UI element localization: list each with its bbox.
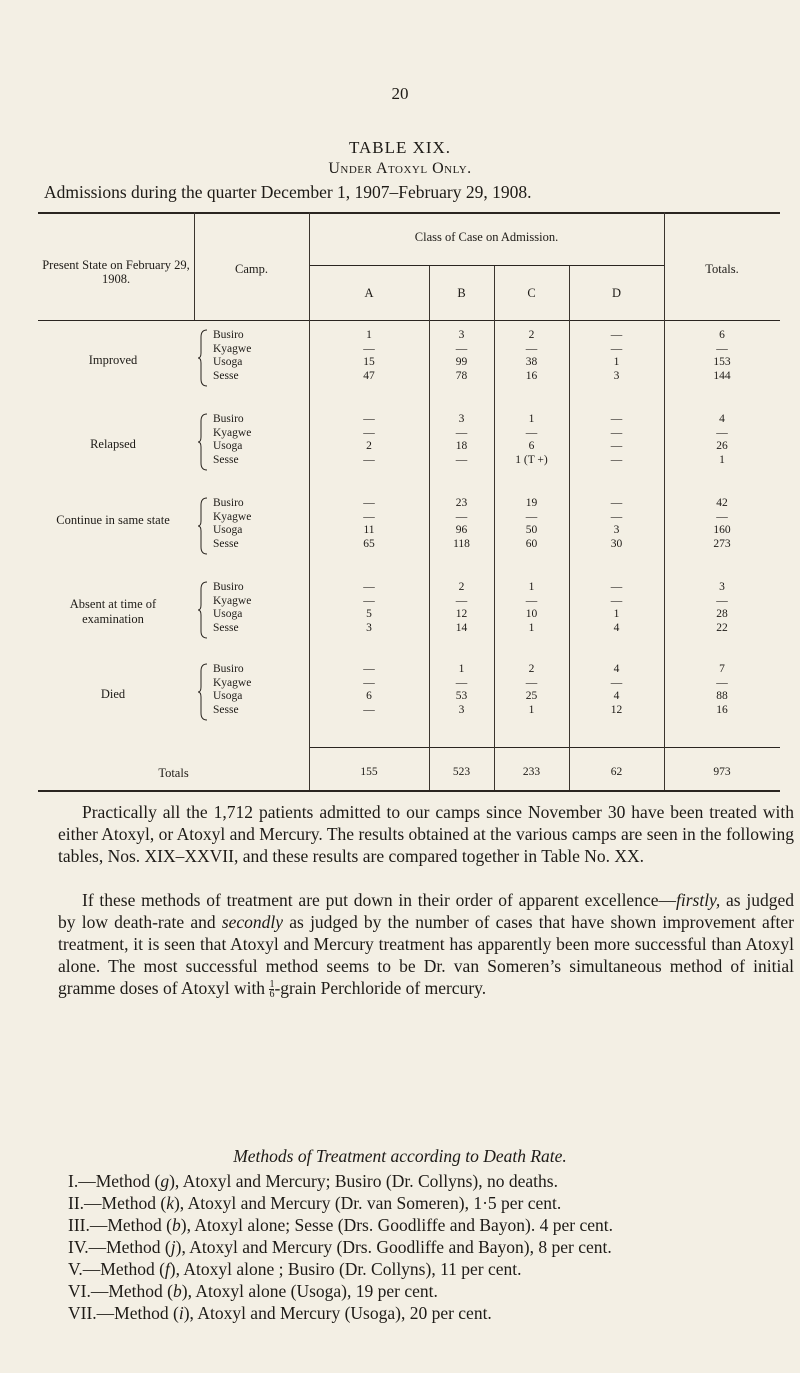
fraction-numerator: 1 (269, 979, 275, 991)
camp-name: Kyagwe (213, 510, 252, 523)
cell-d: 4 (613, 663, 620, 675)
cell-d: — (610, 342, 623, 355)
group-label: Relapsed (90, 436, 136, 451)
group-brace (198, 663, 208, 725)
cell-b: 118 (453, 537, 470, 550)
camp-name: Busiro (213, 329, 244, 341)
cell-b: — (455, 510, 468, 523)
cell-b: — (455, 594, 468, 607)
table-title: TABLE XIX. (348, 138, 452, 157)
cell-a: — (363, 497, 375, 509)
cell-total: 22 (716, 621, 728, 634)
cell-c: 2 (528, 329, 535, 341)
p2-part-1: If these methods of treatment are put down in their order of apparent excellence— (82, 890, 676, 910)
cell-total: 4 (719, 413, 725, 425)
method-item (58, 1258, 794, 1280)
cell-c: 10 (525, 608, 538, 620)
cell-a: 15 (363, 356, 375, 368)
cell-total: 26 (716, 440, 728, 452)
cell-b: 14 (455, 621, 468, 634)
header-camp: Camp. (235, 262, 268, 276)
method-post: ), Atoxyl and Mercury (Drs. Goodliffe and Bayon), 8 per cent. (175, 1237, 612, 1257)
totals-b: 523 (452, 766, 471, 778)
p2-part-2: as judged by low death-rate and (58, 890, 794, 932)
cell-d: 1 (613, 356, 620, 368)
cell-a: 47 (363, 369, 375, 382)
cell-total: 16 (716, 703, 728, 716)
p2-firstly: firstly, (675, 890, 721, 910)
camp-name: Sesse (213, 537, 239, 550)
method-pre: —Method ( (90, 1281, 173, 1301)
data-table (38, 212, 780, 792)
cell-b: 1 (458, 663, 465, 675)
method-letter: k (166, 1193, 174, 1213)
cell-d: — (610, 413, 623, 425)
cell-d: 4 (613, 690, 620, 702)
camp-name: Busiro (213, 581, 244, 593)
camp-name: Sesse (213, 369, 239, 382)
camp-name: Busiro (213, 497, 244, 509)
cell-b: 18 (455, 440, 468, 452)
camp-name: Sesse (213, 453, 239, 466)
method-item (58, 1170, 794, 1192)
fraction-denominator: 6 (269, 989, 275, 1001)
camp-name: Sesse (213, 621, 239, 634)
method-num: I. (68, 1171, 79, 1191)
camp-name: Usoga (213, 440, 243, 452)
cell-a: — (363, 453, 375, 466)
cell-c: — (525, 676, 538, 689)
class-subheader-rule (309, 265, 664, 266)
paragraph-1: Practically all the 1,712 patients admitted to our camps since November 30 have been treated with either Atoxyl, or Atoxyl and Mercury. The results obtained at the various camps are seen in the following tables, Nos. XIX–XXVII, and these results are compared together in Table No. XX. (58, 802, 794, 866)
cell-b: 53 (455, 690, 468, 702)
cell-a: 1 (366, 329, 372, 341)
header-class-b: B (457, 286, 466, 300)
cell-a: 3 (366, 621, 372, 634)
camp-name: Usoga (213, 356, 243, 368)
method-pre: —Method ( (88, 1237, 171, 1257)
table-subtitle: Under Atoxyl Only. (328, 160, 472, 177)
cell-total: 6 (719, 329, 725, 341)
cell-c: 6 (528, 440, 535, 452)
totals-row-label: Totals (158, 766, 189, 780)
cell-total: — (716, 426, 728, 439)
group-brace (198, 581, 208, 643)
cell-a: — (363, 676, 375, 689)
cell-c: 1 (528, 703, 535, 716)
method-post: ), Atoxyl and Mercury; Busiro (Dr. Collyns), no deaths. (169, 1171, 558, 1191)
method-pre: —Method ( (82, 1259, 165, 1279)
cell-b: 99 (455, 356, 468, 368)
table-top-rule (38, 212, 780, 214)
cell-a: 11 (363, 524, 375, 536)
cell-total: 28 (716, 608, 728, 620)
cell-d: — (610, 594, 623, 607)
header-class-d: D (611, 286, 622, 300)
cell-c: — (525, 426, 538, 439)
cell-c: 1 (528, 621, 535, 634)
cell-c: 60 (525, 537, 538, 550)
method-post: ), Atoxyl alone (Usoga), 19 per cent. (181, 1281, 438, 1301)
page-number: 20 (391, 84, 409, 103)
cell-total: 153 (713, 356, 731, 368)
cell-d: — (610, 440, 623, 452)
cell-c: — (525, 510, 538, 523)
cell-total: — (716, 342, 728, 355)
table-caption: Admissions during the quarter December 1, 1907–February 29, 1908. (44, 182, 532, 202)
camp-name: Kyagwe (213, 426, 252, 439)
method-post: ), Atoxyl alone; Sesse (Drs. Goodliffe and Bayon). 4 per cent. (180, 1215, 613, 1235)
method-num: IV. (68, 1237, 89, 1257)
cell-d: — (610, 426, 623, 439)
cell-c: 1 (T +) (515, 453, 548, 466)
camp-name: Kyagwe (213, 676, 252, 689)
method-item (58, 1280, 794, 1302)
camp-name: Kyagwe (213, 594, 252, 607)
totals-c: 233 (522, 766, 541, 778)
cell-a: 65 (363, 537, 375, 550)
cell-a: — (363, 510, 375, 523)
method-num: VI. (68, 1281, 91, 1301)
cell-b: 3 (458, 413, 465, 425)
cell-total: 42 (716, 497, 728, 509)
camp-name: Usoga (213, 608, 243, 620)
method-post: ), Atoxyl and Mercury (Usoga), 20 per cent. (183, 1303, 492, 1323)
header-class-a: A (364, 286, 374, 300)
cell-a: 5 (366, 608, 372, 620)
cell-d: 3 (613, 369, 620, 382)
method-item (58, 1236, 794, 1258)
cell-c: 19 (525, 497, 538, 509)
cell-b: — (455, 426, 468, 439)
method-letter: i (178, 1303, 184, 1323)
cell-b: 78 (455, 369, 468, 382)
method-item (58, 1192, 794, 1214)
method-post: ), Atoxyl and Mercury (Dr. van Someren), 1·5 per cent. (173, 1193, 562, 1213)
group-label: Died (100, 686, 126, 701)
cell-d: 1 (613, 608, 620, 620)
cell-d: 4 (613, 621, 620, 634)
method-pre: —Method ( (78, 1171, 161, 1191)
method-pre: —Method ( (84, 1193, 167, 1213)
totals-grand: 973 (713, 766, 731, 778)
table-bottom-rule (38, 790, 780, 792)
cell-d: 3 (613, 524, 620, 536)
cell-c: 25 (525, 690, 538, 702)
cell-total: 273 (713, 537, 731, 550)
method-letter: b (172, 1215, 181, 1235)
camp-name: Usoga (213, 690, 243, 702)
group-brace (198, 329, 208, 391)
cell-total: 1 (719, 453, 725, 466)
cell-a: — (363, 663, 375, 675)
cell-b: 2 (458, 581, 465, 593)
cell-b: 96 (455, 524, 468, 536)
method-num: V. (68, 1259, 83, 1279)
camp-name: Busiro (213, 413, 244, 425)
camp-name: Sesse (213, 703, 239, 716)
totals-d: 62 (610, 766, 623, 778)
cell-c: — (525, 594, 538, 607)
group-label: Absent at time of examination (69, 597, 157, 626)
cell-total: 88 (716, 690, 728, 702)
camp-name: Usoga (213, 524, 243, 536)
cell-a: 2 (366, 440, 372, 452)
cell-a: — (363, 594, 375, 607)
paragraph-2 (58, 889, 794, 999)
cell-b: — (455, 453, 468, 466)
p2-part-4: -grain Perchloride of mercury. (274, 978, 487, 998)
cell-c: 50 (525, 524, 538, 536)
cell-total: 7 (719, 663, 725, 675)
method-letter: g (160, 1171, 170, 1191)
cell-d: — (610, 581, 623, 593)
cell-d: — (610, 453, 623, 466)
cell-c: 16 (525, 369, 538, 382)
cell-c: 1 (528, 413, 535, 425)
cell-b: 23 (455, 497, 468, 509)
method-letter: j (170, 1237, 176, 1257)
group-label: Continue in same state (56, 513, 170, 527)
cell-a: — (363, 342, 375, 355)
cell-a: — (363, 703, 375, 716)
cell-b: 3 (458, 703, 465, 716)
header-class-of-case: Class of Case on Admission. (414, 230, 559, 244)
totals-top-rule (309, 747, 780, 748)
methods-heading: Methods of Treatment according to Death Rate. (233, 1146, 567, 1166)
cell-b: — (455, 342, 468, 355)
cell-d: — (610, 510, 623, 523)
camp-name: Busiro (213, 663, 244, 675)
p2-secondly: secondly (221, 912, 284, 932)
cell-total: — (716, 510, 728, 523)
cell-c: 38 (525, 356, 538, 368)
cell-d: 30 (610, 537, 623, 550)
group-brace (198, 497, 208, 559)
p2-part-3: as judged by the number of cases that have shown improvement after treatment, it is seen that Atoxyl and Mercury treatment has apparently been more successful than Atoxyl alone. The most successful method seems to be Dr. van Someren’s simultaneous method of initial gramme doses of Atoxyl with (58, 912, 794, 998)
cell-a: — (363, 581, 375, 593)
method-post: ), Atoxyl alone ; Busiro (Dr. Collyns), 11 per cent. (169, 1259, 522, 1279)
cell-a: — (363, 413, 375, 425)
header-totals: Totals. (705, 262, 739, 276)
header-bottom-rule (38, 320, 780, 321)
header-present-state: Present State on February 29, 1908. (42, 258, 190, 286)
cell-c: 2 (528, 663, 535, 675)
method-item (58, 1302, 794, 1324)
cell-a: — (363, 426, 375, 439)
cell-total: 144 (713, 369, 731, 382)
cell-c: 1 (528, 581, 535, 593)
cell-d: — (610, 329, 623, 341)
method-letter: b (173, 1281, 182, 1301)
method-pre: —Method ( (96, 1303, 179, 1323)
method-num: II. (68, 1193, 85, 1213)
cell-b: — (455, 676, 468, 689)
method-num: VII. (68, 1303, 97, 1323)
camp-name: Kyagwe (213, 342, 252, 355)
cell-b: 3 (458, 329, 465, 341)
method-item (58, 1214, 794, 1236)
cell-total: 3 (719, 581, 725, 593)
header-class-c: C (527, 286, 536, 300)
cell-total: — (716, 594, 728, 607)
methods-list (58, 1170, 794, 1324)
cell-total: 160 (713, 524, 731, 536)
cell-b: 12 (455, 608, 468, 620)
cell-total: — (716, 676, 728, 689)
group-brace (198, 413, 208, 475)
cell-a: 6 (366, 690, 372, 702)
cell-c: — (525, 342, 538, 355)
cell-d: 12 (610, 703, 623, 716)
method-pre: —Method ( (89, 1215, 173, 1235)
method-letter: f (164, 1259, 170, 1279)
cell-d: — (610, 497, 623, 509)
method-num: III. (68, 1215, 90, 1235)
group-label: Improved (88, 352, 138, 367)
cell-d: — (610, 676, 623, 689)
totals-a: 155 (360, 766, 378, 778)
